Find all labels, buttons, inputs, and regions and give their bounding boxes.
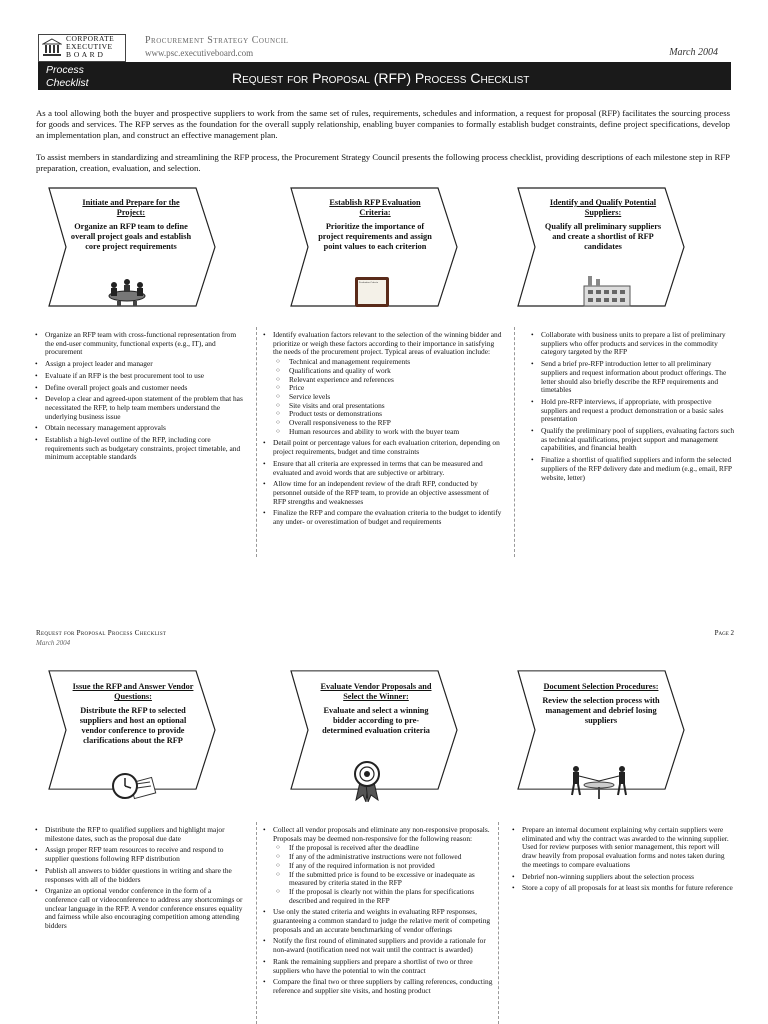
list-item — [43, 887, 245, 931]
bullet-text: Hold pre-RFP interviews, if appropriate, with prospective suppliers and request a product demonstration or a basic sales presentation — [541, 396, 724, 424]
clipboard-label: Evaluation Criteria — [358, 280, 386, 304]
step-6-subtitle: Review the selection process with management and debrief losing suppliers — [542, 696, 660, 725]
column-divider — [514, 327, 515, 557]
clipboard-icon — [355, 277, 389, 307]
step-2-subtitle: Prioritize the importance of project requirements and assign point values to each criterion — [318, 222, 432, 251]
council-name: Procurement Strategy Council — [145, 35, 289, 46]
column-divider — [256, 327, 257, 557]
bullet-text: Collect all vendor proposals and eliminate any non-responsive proposals. Proposals may be deemed non-responsive for the following reason: — [273, 826, 490, 843]
bullet-text: Organize an optional vendor conference in the form of a conference call or videoconference to address any shortcomings or unclear language in the RFP. A vendor conference ensures equality and fairness while also encouraging competition among attending bidders — [45, 886, 243, 931]
sub-list-item: ○ If any of the required information is not provided — [287, 862, 493, 871]
sub-list-item: ○ Human resources and ability to work with the buyer team — [287, 428, 503, 437]
list-item — [43, 360, 245, 369]
column-divider — [498, 822, 499, 1024]
logo-line-1: CORPORATE — [66, 34, 115, 43]
bullet-text: Assign a project leader and manager — [45, 359, 153, 369]
list-item — [43, 395, 245, 421]
council-url[interactable]: www.psc.executiveboard.com — [145, 48, 254, 58]
bullet-text: Use only the stated criteria and weights in evaluating RFP responses, guaranteeing a common standard to judge the relative merit of competing proposals and an accurate benchmarking of vendor offerings — [273, 907, 491, 934]
clock-papers-icon — [110, 770, 158, 802]
bullet-text: Ensure that all criteria are expressed in terms that can be measured and evaluated and avoid words that are subjective or arbitrary. — [273, 458, 483, 477]
bullet-text: Identify evaluation factors relevant to the selection of the winning bidder and prioritize or weigh these factors according to their importance in satisfying the needs of the procurement project. Typical areas of evaluation include: — [273, 330, 502, 357]
bullet-text: Distribute the RFP to qualified suppliers and highlight major milestone dates, such as the proposal due date — [45, 825, 225, 843]
list-item — [43, 867, 245, 884]
list-item — [520, 826, 734, 870]
meeting-table-icon — [102, 276, 152, 306]
page2-header-date: March 2004 — [36, 639, 71, 647]
list-item — [539, 456, 735, 482]
bullet-text: Assign proper RFP team resources to receive and respond to supplier questions following RFP distribution — [45, 845, 224, 864]
banner-label-line-1: Process — [46, 64, 84, 76]
page-title: Request for Proposal (RFP) Process Checklist — [232, 70, 530, 86]
bullet-text: Notify the first round of eliminated suppliers and provide a rationale for non-award (notification need not wait until the contract is awarded) — [273, 936, 486, 955]
bullet-text: Collaborate with business units to prepare a list of preliminary suppliers who offer products and services in the commodity category targeted by the RFP — [541, 330, 726, 357]
step-3-title: Identify and Qualify Potential Suppliers: — [549, 198, 657, 217]
bullet-text: Debrief non-winning suppliers about the selection process — [522, 871, 694, 881]
list-item — [539, 427, 735, 453]
step-4-bullets — [35, 826, 245, 934]
award-seal-icon — [352, 760, 382, 802]
list-item — [271, 439, 503, 456]
step-6-bullets — [512, 826, 734, 896]
step-4-text — [72, 682, 194, 746]
page2-header-title: Request for Proposal Process Checklist — [36, 629, 167, 637]
bullet-text: Organize an RFP team with cross-functional representation from the end-user community, functional experts (e.g., IT), and procurement — [45, 330, 237, 357]
list-item — [43, 331, 245, 357]
logo-line-3: B O A R D — [66, 50, 104, 59]
list-item — [539, 360, 735, 395]
sub-list — [273, 844, 493, 905]
bullet-text: Obtain necessary management approvals — [45, 423, 166, 433]
list-item — [539, 331, 735, 357]
bullet-text: Finalize the RFP and compare the evaluation criteria to the budget to identify any under- or overestimation of budget and requirements — [273, 508, 502, 527]
list-item — [271, 908, 493, 934]
list-item — [43, 384, 245, 393]
step-4-title: Issue the RFP and Answer Vendor Questions: — [72, 682, 194, 701]
sub-list-item: ○ If the submitted price is found to be excessive or inadequate as measured by criteria stated in the RFP — [287, 871, 493, 888]
list-item — [43, 826, 245, 843]
sub-list-item: ○ Overall responsiveness to the RFP — [287, 419, 503, 428]
bullet-text: Allow time for an independent review of the draft RFP, conducted by personnel outside of the RFP team, to provide an objective assessment of RFP strengths and weaknesses — [273, 479, 490, 506]
list-item — [43, 372, 245, 381]
bullet-text: Prepare an internal document explaining why certain suppliers were eliminated and why the contract was awarded to the winning supplier. Used for review purposes with senior management, this report will draw heavily from proposal evaluation forms and notes taken during the meetings to compare evaluations — [522, 825, 729, 869]
bullet-text: Detail point or percentage values for each evaluation criterion, depending on project requirements, budget and time constraints — [273, 438, 500, 457]
bullet-text: Establish a high-level outline of the RFP, including core requirements such as budgetary constraints, project timetable, and minimum acceptable standards — [45, 435, 241, 462]
list-item — [271, 937, 493, 954]
step-3-subtitle: Qualify all preliminary suppliers and create a shortlist of RFP candidates — [544, 222, 662, 251]
step-5-text — [315, 682, 437, 736]
step-2-text — [314, 198, 436, 252]
sub-list-item: ○ Qualifications and quality of work — [287, 367, 503, 376]
sub-list-item: ○ Service levels — [287, 393, 503, 402]
step-5-bullets — [263, 826, 493, 1024]
step-1-title: Initiate and Prepare for the Project: — [82, 198, 180, 217]
step-3-bullets — [531, 331, 735, 485]
handshake-table-icon — [568, 763, 630, 801]
bullet-text: Define overall project goals and customer needs — [45, 382, 188, 392]
list-item — [271, 826, 493, 905]
step-1-text — [70, 198, 192, 252]
bullet-text: Evaluate if an RFP is the best procurement tool to use — [45, 370, 205, 380]
bullet-text: Qualify the preliminary pool of suppliers, evaluating factors such as technical qualifications, project support and management capabilities, and financial health — [541, 426, 735, 453]
logo-line-2: EXECUTIVE — [66, 42, 113, 51]
sub-list-item: ○ Price — [287, 384, 503, 393]
sub-list-item: ○ Product tests or demonstrations — [287, 410, 503, 419]
step-6-title: Document Selection Procedures: — [543, 682, 659, 691]
bullet-text: Store a copy of all proposals for at least six months for future reference — [522, 883, 733, 893]
list-item — [43, 846, 245, 863]
sub-list-item: ○ Relevant experience and references — [287, 376, 503, 385]
step-5-title: Evaluate Vendor Proposals and Select the Winner: — [320, 682, 432, 701]
list-item — [271, 460, 503, 477]
list-item — [43, 436, 245, 462]
list-item — [271, 978, 493, 995]
intro-paragraph-2: To assist members in standardizing and streamlining the RFP process, the Procurement Strategy Council presents the following process checklist, providing descriptions of each milestone step in RFP preparation, creation, evaluation, and selection. — [36, 152, 730, 173]
sub-list-item: ○ If the proposal is received after the deadline — [287, 844, 493, 853]
bullet-text: Finalize a shortlist of qualified suppliers and inform the selected suppliers of the RFP delivery date and medium (e.g., email, RFP website, letter) — [541, 455, 732, 482]
list-item — [520, 884, 734, 893]
sub-list-item: ○ If the proposal is clearly not within the plans for specifications described and required in the RFP — [287, 888, 493, 905]
list-item — [520, 873, 734, 882]
step-4-subtitle: Distribute the RFP to selected suppliers and host an optional vendor conference to provide clarifications about the RFP — [79, 706, 187, 745]
building-logo-icon — [42, 37, 62, 57]
step-2-title: Establish RFP Evaluation Criteria: — [329, 198, 421, 217]
header-date: March 2004 — [669, 47, 718, 58]
step-3-text — [542, 198, 664, 252]
column-divider — [256, 822, 257, 1024]
intro-paragraph-1: As a tool allowing both the buyer and prospective suppliers to work from the same set of rules, requirements, schedules and information, a request for proposal (RFP) facilitates the sourcing process for goods and services. The RFP serves as the foundation for the overall supply relationship, enabling buyer companies to formally establish budget constraints, define project specifications, develop an implementation plan, and construct an effective management plan. — [36, 108, 730, 140]
sub-list-item: ○ Technical and management requirements — [287, 358, 503, 367]
bullet-text: Rank the remaining suppliers and prepare a shortlist of two or three suppliers who have the potential to win the contract — [273, 956, 473, 975]
list-item — [43, 424, 245, 433]
step-5-subtitle: Evaluate and select a winning bidder according to pre-determined evaluation criteria — [322, 706, 430, 735]
step-6-text — [540, 682, 662, 726]
step-1-subtitle: Organize an RFP team to define overall project goals and establish core project requirements — [70, 222, 192, 251]
sub-list — [273, 358, 503, 436]
factory-icon — [582, 272, 632, 308]
list-item — [271, 331, 503, 436]
banner-label-line-2: Checklist — [46, 77, 89, 89]
sub-list-item: ○ If any of the administrative instructions were not followed — [287, 853, 493, 862]
page-number: Page 2 — [714, 629, 734, 637]
list-item — [271, 480, 503, 506]
bullet-text: Compare the final two or three suppliers by calling references, conducting reference and supplier site visits, and hosting product — [273, 977, 493, 995]
step-2-bullets — [263, 331, 503, 530]
list-item — [539, 398, 735, 424]
banner-section-label — [46, 64, 89, 90]
bullet-text: Send a brief pre-RFP introduction letter to all preliminary suppliers and request information about product offerings. The letter should also briefly describe the RFP requirements and timetables — [541, 359, 727, 395]
bullet-text: Publish all answers to bidder questions in writing and share the responses with all of the bidders — [45, 865, 232, 884]
step-1-bullets — [35, 331, 245, 465]
logo-text — [66, 35, 114, 59]
bullet-text: Develop a clear and agreed-upon statement of the problem that has necessitated the RFP, to help team members understand the underlying business issue — [45, 394, 243, 421]
sub-list-item: ○ Site visits and oral presentations — [287, 402, 503, 411]
list-item — [271, 958, 493, 975]
list-item — [271, 509, 503, 526]
